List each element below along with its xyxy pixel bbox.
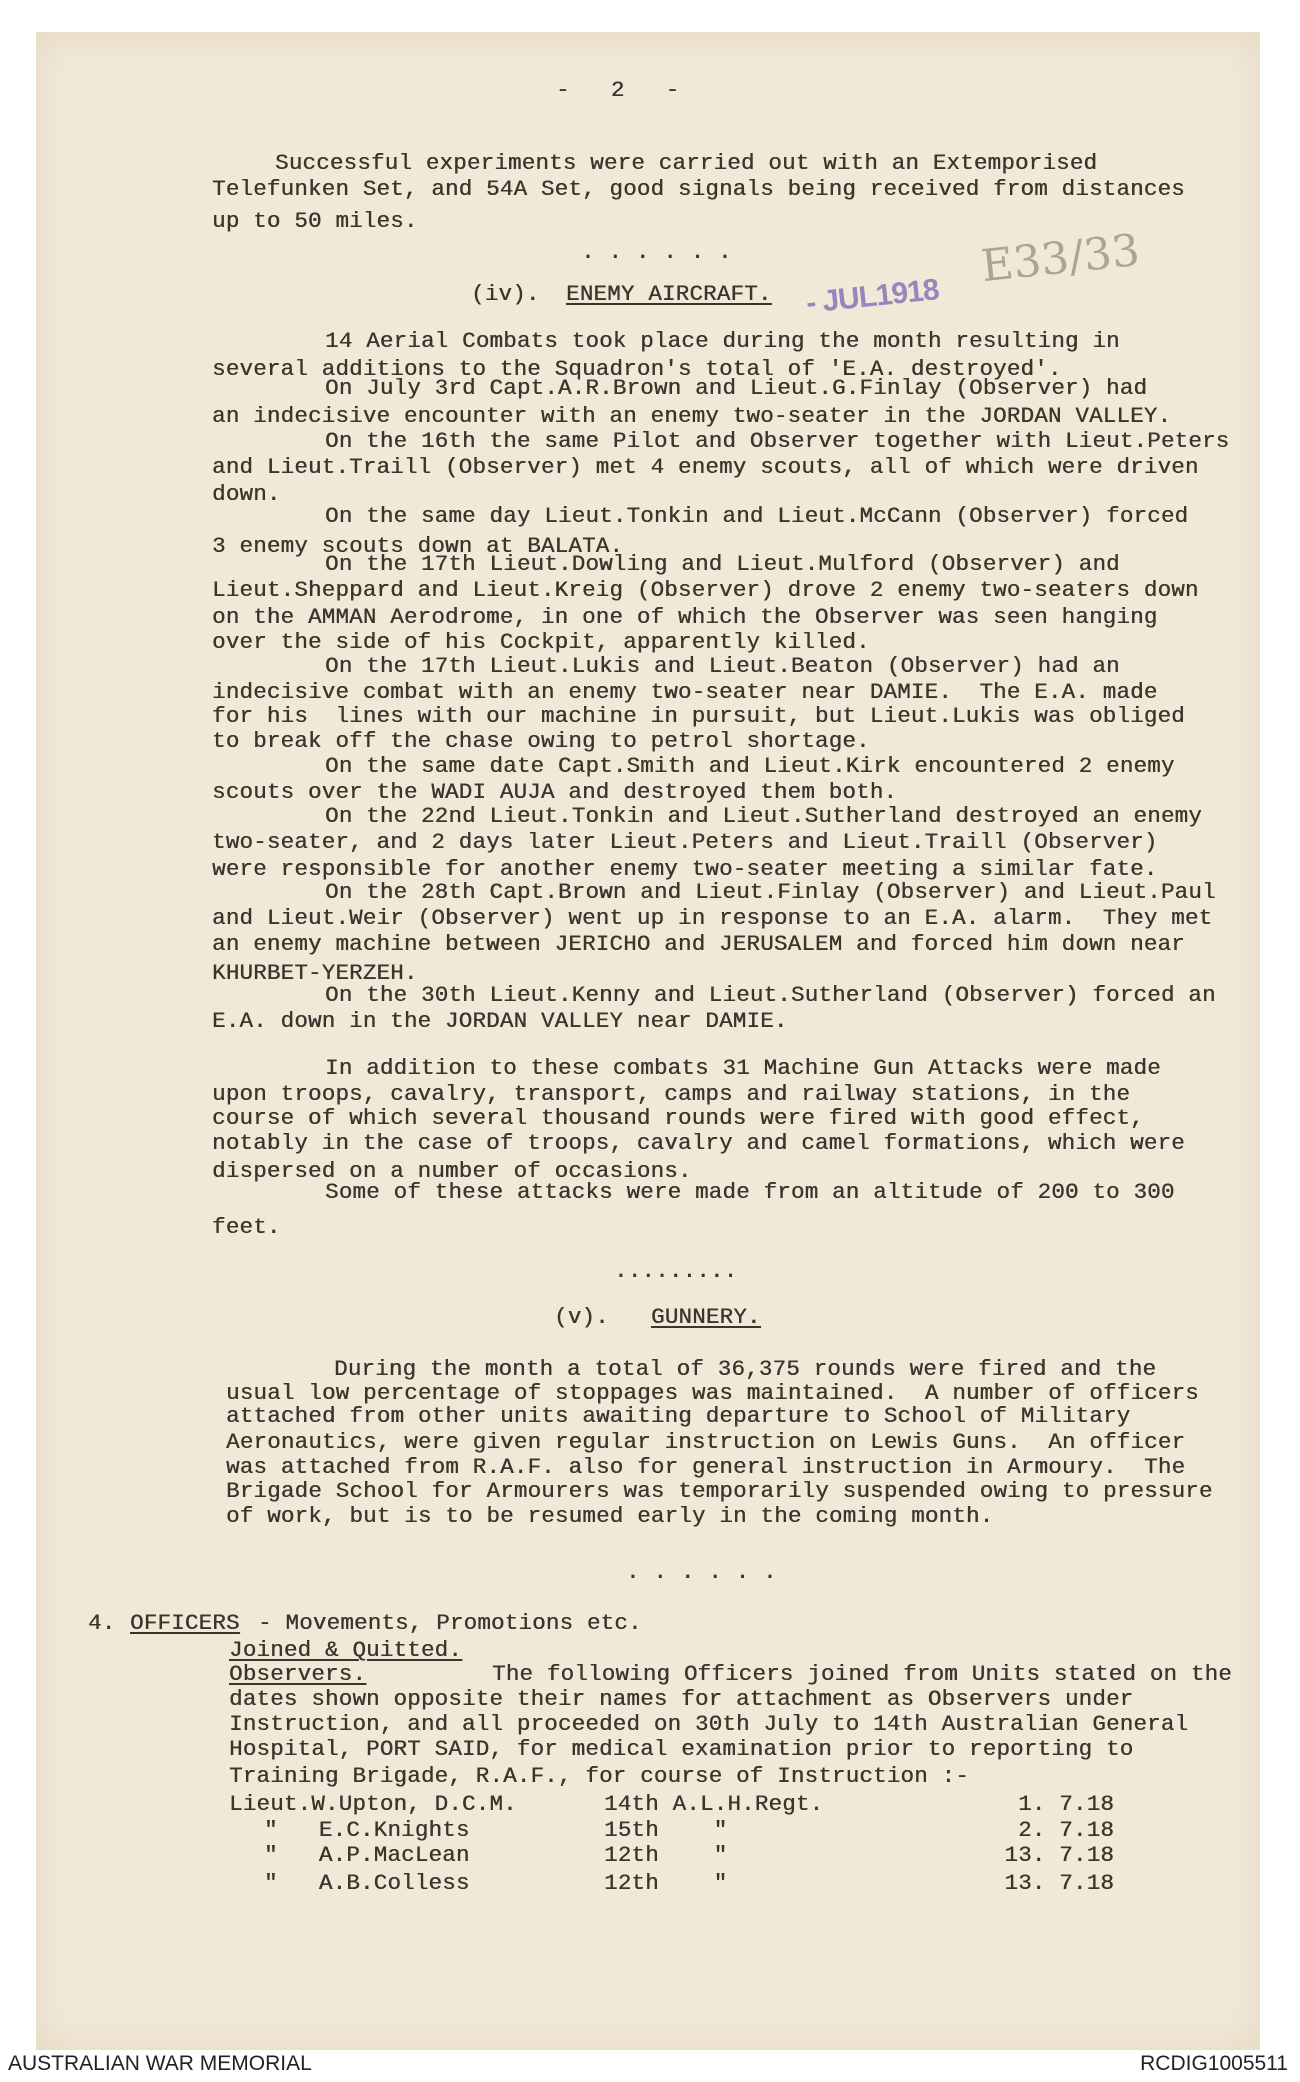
paragraph-line: were responsible for another enemy two-seater meeting a similar fate.: [212, 856, 1158, 882]
paragraph-line: 14 Aerial Combats took place during the month resulting in: [325, 328, 1120, 354]
paragraph-line: 3 enemy scouts down at BALATA.: [212, 533, 624, 559]
paragraph-line: Brigade School for Armourers was temporarily suspended owing to pressure: [226, 1478, 1213, 1504]
officer-name: " A.P.MacLean: [264, 1842, 470, 1868]
section-heading: ENEMY AIRCRAFT.: [566, 281, 772, 307]
paragraph-line: attached from other units awaiting departure to School of Military: [226, 1403, 1131, 1429]
subheading: Joined & Quitted.: [229, 1637, 462, 1663]
paragraph-line: On the 30th Lieut.Kenny and Lieut.Sutherland (Observer) forced an: [325, 982, 1216, 1008]
paragraph-line: On the 28th Capt.Brown and Lieut.Finlay (Observer) and Lieut.Paul: [325, 879, 1216, 905]
paragraph-line: was attached from R.A.F. also for general instruction in Armoury. The: [226, 1454, 1186, 1480]
officer-name: " E.C.Knights: [264, 1817, 470, 1843]
paragraph-line: Lieut.Sheppard and Lieut.Kreig (Observer) drove 2 enemy two-seaters down: [212, 577, 1199, 603]
paragraph-line: upon troops, cavalry, transport, camps and railway stations, in the: [212, 1081, 1131, 1107]
officer-unit: 12th ": [604, 1842, 728, 1868]
paragraph-line: several additions to the Squadron's total of 'E.A. destroyed'.: [212, 356, 1062, 382]
paragraph-line: On the 22nd Lieut.Tonkin and Lieut.Sutherland destroyed an enemy: [325, 803, 1202, 829]
paragraph-line: scouts over the WADI AUJA and destroyed them both.: [212, 779, 898, 805]
section-heading: OFFICERS: [130, 1610, 240, 1636]
separator-dots: . . . . . .: [581, 239, 732, 265]
page-number: - 2 -: [556, 77, 680, 103]
joined-date: 13. 7.18: [1004, 1870, 1114, 1896]
separator-dots: .........: [614, 1258, 738, 1284]
paragraph-line: up to 50 miles.: [212, 208, 418, 234]
section-number: (iv).: [471, 281, 540, 307]
paragraph-line: notably in the case of troops, cavalry and camel formations, which were: [212, 1130, 1185, 1156]
paragraph-line: Some of these attacks were made from an altitude of 200 to 300: [325, 1179, 1175, 1205]
paragraph-line: Training Brigade, R.A.F., for course of Instruction :-: [229, 1763, 969, 1789]
separator-dots: . . . . . .: [626, 1559, 777, 1585]
paragraph-line: usual low percentage of stoppages was maintained. A number of officers: [226, 1380, 1199, 1406]
officer-unit: 12th ": [604, 1870, 728, 1896]
paragraph-line: two-seater, and 2 days later Lieut.Peters and Lieut.Traill (Observer): [212, 829, 1158, 855]
paragraph-line: and Lieut.Weir (Observer) went up in response to an E.A. alarm. They met: [212, 905, 1213, 931]
paragraph-line: an indecisive encounter with an enemy two-seater in the JORDAN VALLEY.: [212, 403, 1172, 429]
paragraph-line: The following Officers joined from Units stated on the: [492, 1661, 1232, 1687]
officer-name: Lieut.W.Upton, D.C.M.: [229, 1791, 517, 1817]
footer-record-id: RCDIG1005511: [1140, 2052, 1288, 2075]
paragraph-line: Aeronautics, were given regular instruction on Lewis Guns. An officer: [226, 1429, 1186, 1455]
paragraph-line: Hospital, PORT SAID, for medical examination prior to reporting to: [229, 1736, 1134, 1762]
paragraph-line: indecisive combat with an enemy two-seater near DAMIE. The E.A. made: [212, 679, 1158, 705]
section-number: (v).: [554, 1304, 609, 1330]
paragraph-line: course of which several thousand rounds were fired with good effect,: [212, 1105, 1144, 1131]
paragraph-line: to break off the chase owing to petrol shortage.: [212, 728, 870, 754]
subheading: Observers.: [229, 1661, 367, 1687]
paragraph-line: and Lieut.Traill (Observer) met 4 enemy scouts, all of which were driven: [212, 454, 1199, 480]
officer-unit: 15th ": [604, 1817, 728, 1843]
paragraph-line: Telefunken Set, and 54A Set, good signals being received from distances: [212, 176, 1185, 202]
joined-date: 2. 7.18: [1018, 1817, 1114, 1843]
paragraph-line: E.A. down in the JORDAN VALLEY near DAMIE.: [212, 1008, 788, 1034]
paragraph-line: On the 16th the same Pilot and Observer together with Lieut.Peters: [325, 428, 1230, 454]
footer-institution: AUSTRALIAN WAR MEMORIAL: [8, 2052, 312, 2075]
officer-name: " A.B.Colless: [264, 1870, 470, 1896]
paragraph-line: On the same day Lieut.Tonkin and Lieut.McCann (Observer) forced: [325, 503, 1189, 529]
paragraph-line: On the same date Capt.Smith and Lieut.Kirk encountered 2 enemy: [325, 753, 1175, 779]
paragraph-line: On the 17th Lieut.Dowling and Lieut.Mulford (Observer) and: [325, 551, 1120, 577]
section-heading: GUNNERY.: [651, 1304, 761, 1330]
date-stamp: - JUL1918: [804, 273, 941, 320]
document-page: [36, 32, 1260, 2050]
officer-unit: 14th A.L.H.Regt.: [604, 1791, 824, 1817]
joined-date: 13. 7.18: [1004, 1842, 1114, 1868]
paragraph-line: feet.: [212, 1214, 281, 1240]
section-number: 4.: [88, 1610, 116, 1636]
paragraph-line: - Movements, Promotions etc.: [258, 1610, 642, 1636]
paragraph-line: Successful experiments were carried out with an Extemporised: [275, 150, 1098, 176]
paragraph-line: over the side of his Cockpit, apparently killed.: [212, 629, 870, 655]
paragraph-line: for his lines with our machine in pursuit, but Lieut.Lukis was obliged: [212, 703, 1185, 729]
paragraph-line: down.: [212, 481, 281, 507]
paragraph-line: On July 3rd Capt.A.R.Brown and Lieut.G.Finlay (Observer) had: [325, 375, 1148, 401]
paragraph-line: on the AMMAN Aerodrome, in one of which the Observer was seen hanging: [212, 604, 1158, 630]
paragraph-line: an enemy machine between JERICHO and JERUSALEM and forced him down near: [212, 931, 1185, 957]
paragraph-line: During the month a total of 36,375 rounds were fired and the: [334, 1356, 1157, 1382]
paragraph-line: KHURBET-YERZEH.: [212, 960, 418, 986]
joined-date: 1. 7.18: [1018, 1791, 1114, 1817]
paragraph-line: Instruction, and all proceeded on 30th July to 14th Australian General: [229, 1711, 1189, 1737]
paragraph-line: of work, but is to be resumed early in the coming month.: [226, 1503, 994, 1529]
paragraph-line: In addition to these combats 31 Machine Gun Attacks were made: [325, 1055, 1161, 1081]
paragraph-line: On the 17th Lieut.Lukis and Lieut.Beaton (Observer) had an: [325, 653, 1120, 679]
paragraph-line: dispersed on a number of occasions.: [212, 1158, 692, 1184]
handwritten-reference: E33/33: [978, 224, 1143, 293]
paragraph-line: dates shown opposite their names for attachment as Observers under: [229, 1686, 1134, 1712]
